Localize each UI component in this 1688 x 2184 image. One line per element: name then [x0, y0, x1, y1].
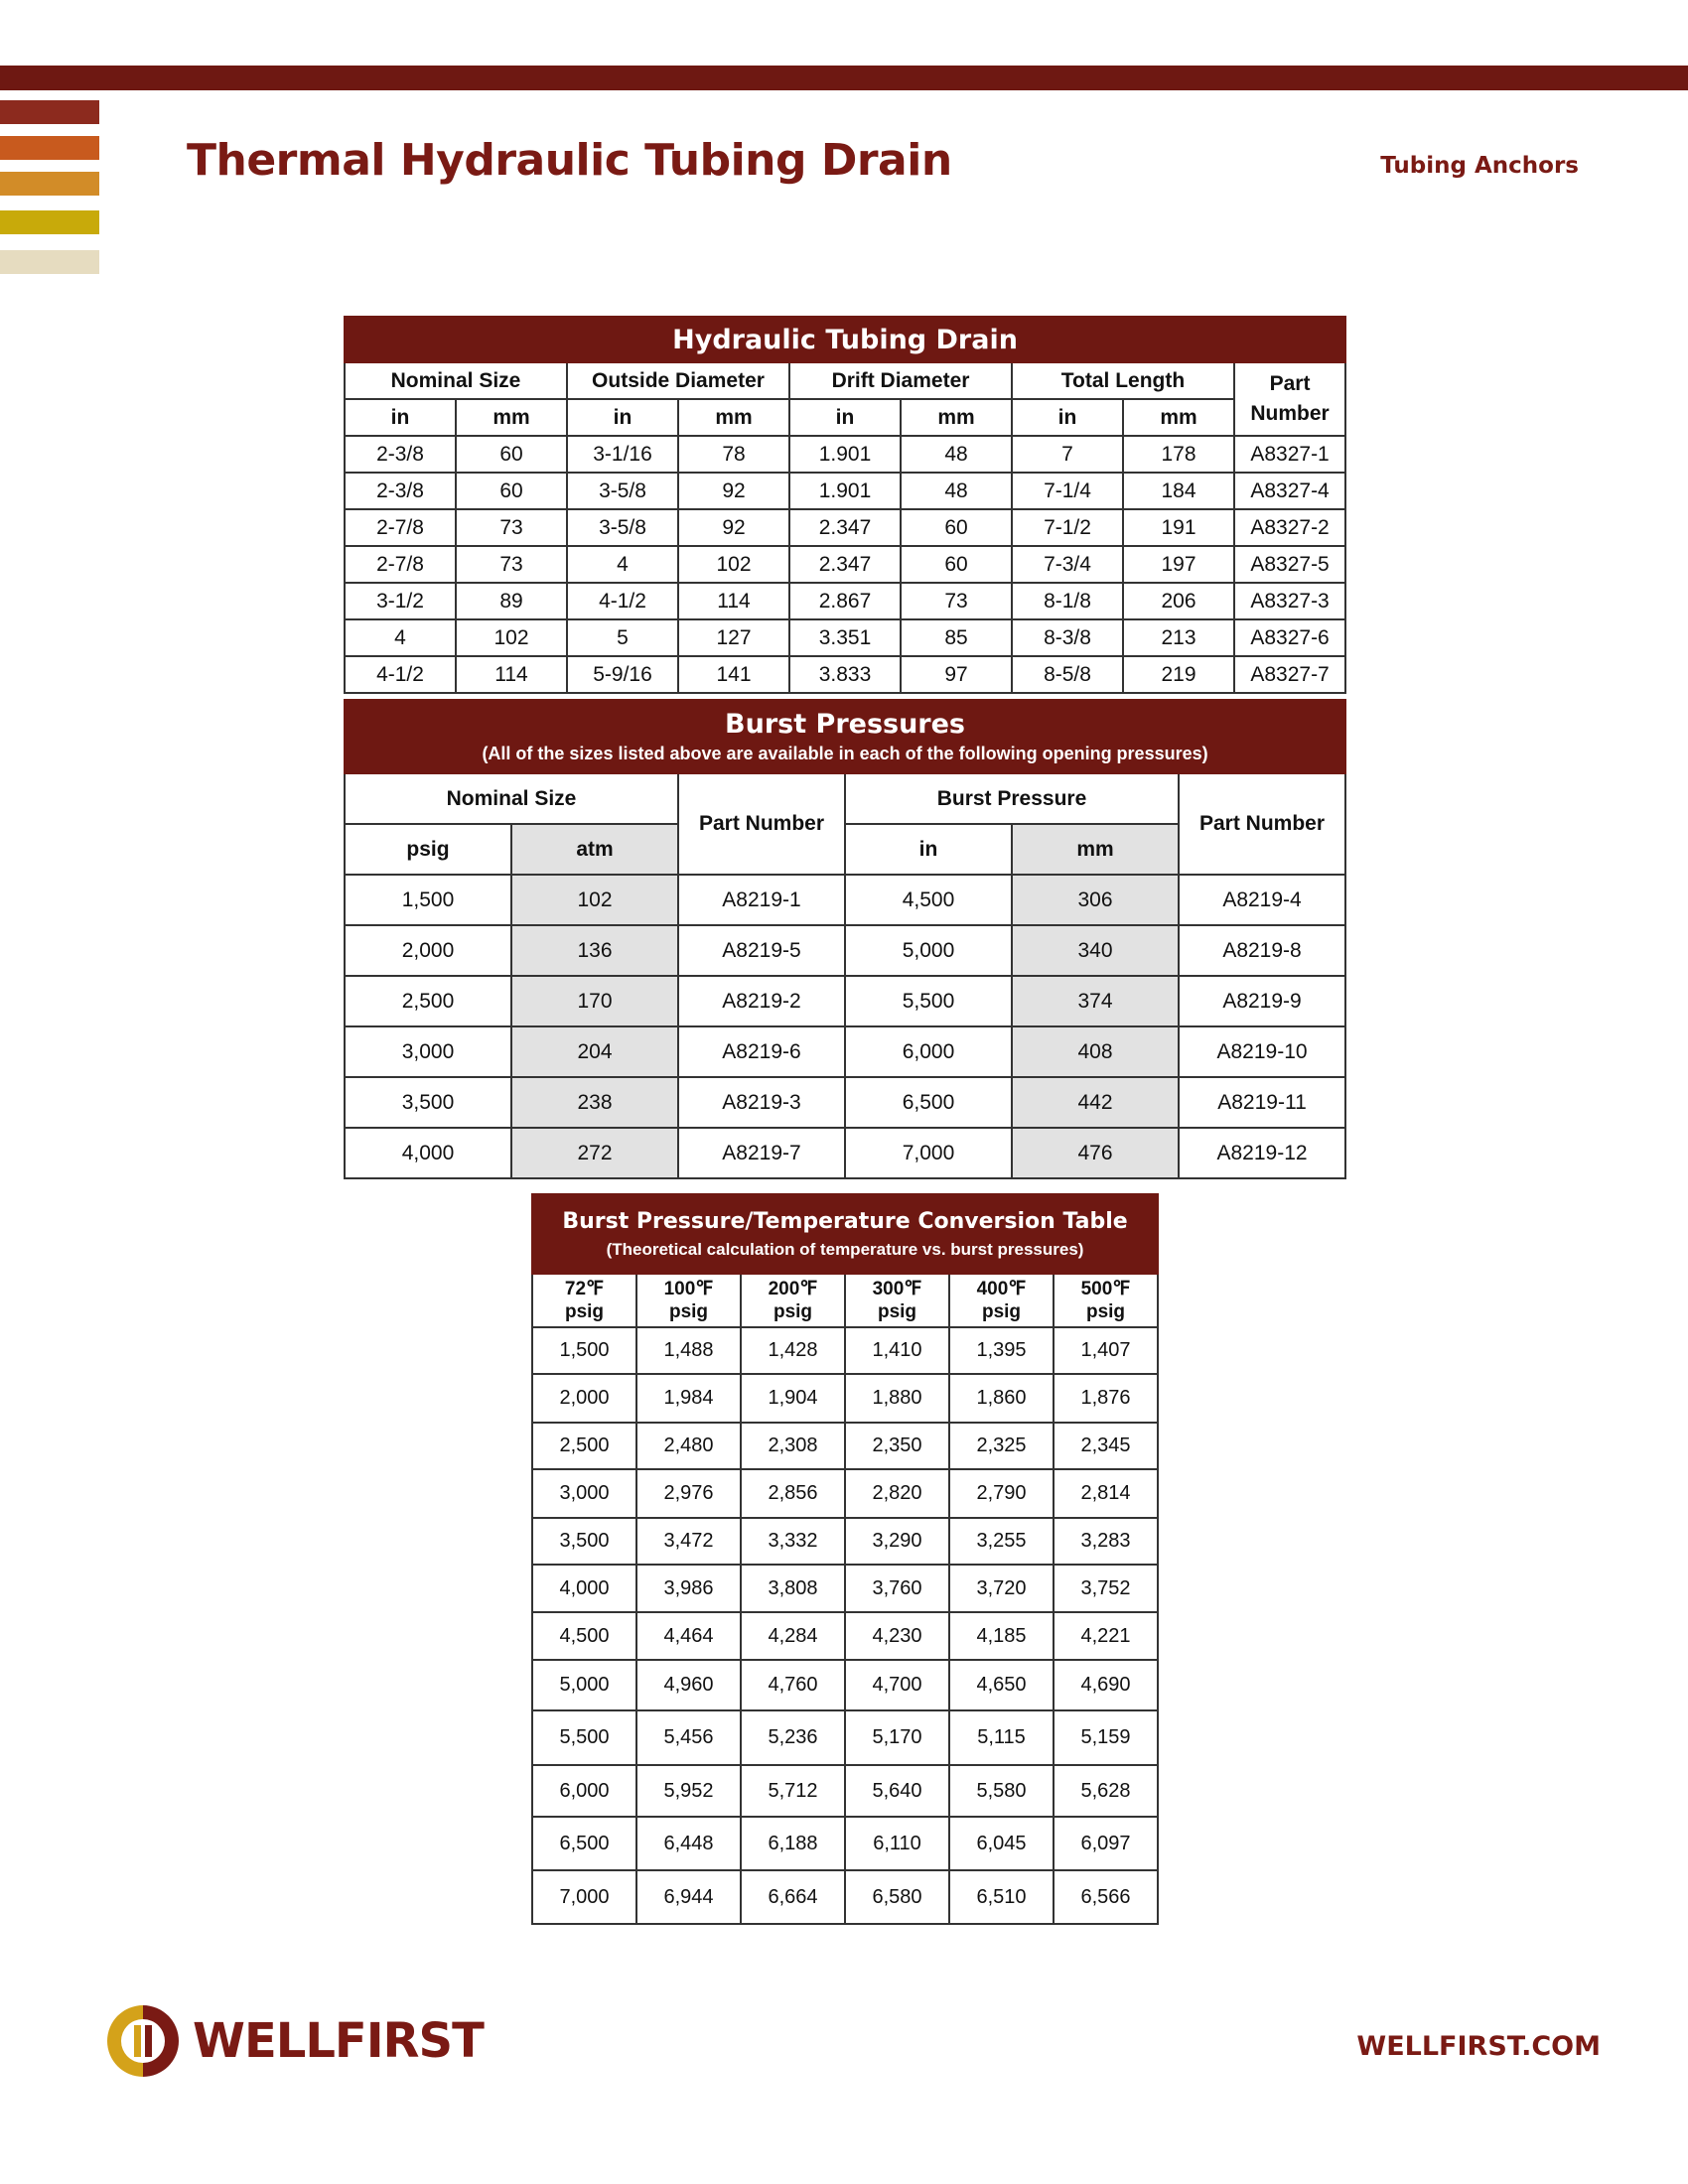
table-cell: 7,000 [532, 1870, 636, 1924]
table-cell: 5,580 [949, 1765, 1054, 1817]
table-cell: 136 [511, 925, 678, 976]
table-cell: 102 [456, 619, 567, 656]
unit-header: in [1012, 399, 1123, 436]
table-row [532, 1870, 1158, 1924]
table-cell: 1.901 [789, 473, 901, 509]
table-cell: A8219-11 [1179, 1077, 1345, 1128]
table-cell: 5,000 [845, 925, 1012, 976]
column-header-part-number: Part Number [678, 773, 845, 875]
table-cell: 6,188 [741, 1817, 845, 1870]
unit-label: psig [564, 1301, 605, 1322]
table-cell: 5,500 [845, 976, 1012, 1026]
table-cell: A8327-2 [1234, 509, 1345, 546]
table-cell: 6,097 [1054, 1817, 1158, 1870]
table-cell: A8219-4 [1179, 875, 1345, 925]
table-cell: 219 [1123, 656, 1234, 693]
table-cell: 1,904 [741, 1374, 845, 1423]
table-title: Burst Pressures [725, 709, 966, 740]
table-cell: 102 [511, 875, 678, 925]
table-cell: 5,000 [532, 1660, 636, 1710]
table-title: Burst Pressure/Temperature Conversion Table [562, 1208, 1128, 1234]
table-cell: 3,500 [345, 1077, 511, 1128]
table-row [345, 619, 1345, 656]
color-stripe [0, 172, 99, 196]
table-row [532, 1374, 1158, 1423]
table-cell: 6,000 [845, 1026, 1012, 1077]
table-cell: 114 [678, 583, 789, 619]
column-group: Nominal Size [345, 362, 567, 399]
table-subtitle: (All of the sizes listed above are available in each of the following opening pressures) [482, 744, 1208, 763]
table-row [345, 1026, 1345, 1077]
table-row [532, 1469, 1158, 1518]
table-cell: 2.347 [789, 509, 901, 546]
table-cell: 4-1/2 [567, 583, 678, 619]
table-cell: 60 [456, 473, 567, 509]
table-row [532, 1518, 1158, 1565]
unit-header: mm [1123, 399, 1234, 436]
table-cell: 3,760 [845, 1565, 949, 1612]
table-cell: 5,712 [741, 1765, 845, 1817]
table-cell: A8219-12 [1179, 1128, 1345, 1178]
table-subtitle: (Theoretical calculation of temperature vs. burst pressures) [606, 1239, 1084, 1259]
column-group: Outside Diameter [567, 362, 789, 399]
unit-header: in [345, 399, 456, 436]
table-cell: 213 [1123, 619, 1234, 656]
table-cell: 5,628 [1054, 1765, 1158, 1817]
table-cell: 7 [1012, 436, 1123, 473]
table-cell: 6,566 [1054, 1870, 1158, 1924]
table-cell: 184 [1123, 473, 1234, 509]
table-cell: 4,700 [845, 1660, 949, 1710]
table-cell: 3-5/8 [567, 473, 678, 509]
unit-header: in [567, 399, 678, 436]
table-cell: 102 [678, 546, 789, 583]
table-cell: 4,000 [345, 1128, 511, 1178]
table-cell: 3,000 [532, 1469, 636, 1518]
column-group: Burst Pressure [845, 773, 1179, 824]
table-cell: 4,185 [949, 1612, 1054, 1660]
table-cell: 2,976 [636, 1469, 741, 1518]
unit-header: mm [456, 399, 567, 436]
table-row [345, 925, 1345, 976]
table-cell: 191 [1123, 509, 1234, 546]
table-cell: 1,488 [636, 1327, 741, 1374]
table-cell: 3,290 [845, 1518, 949, 1565]
table-cell: 4,960 [636, 1660, 741, 1710]
table-cell: A8219-6 [678, 1026, 845, 1077]
table-row [532, 1612, 1158, 1660]
table-cell: 4,760 [741, 1660, 845, 1710]
table-row [345, 656, 1345, 693]
table-row [345, 473, 1345, 509]
table-cell: 2-3/8 [345, 436, 456, 473]
burst-pressures-table [344, 699, 1346, 1179]
table-cell: A8219-7 [678, 1128, 845, 1178]
temperature-column-header [1054, 1274, 1158, 1327]
table-cell: 3.833 [789, 656, 901, 693]
table-cell: 4,650 [949, 1660, 1054, 1710]
table-cell: A8327-3 [1234, 583, 1345, 619]
table-cell: A8219-3 [678, 1077, 845, 1128]
table-cell: 1,880 [845, 1374, 949, 1423]
table-cell: 1,428 [741, 1327, 845, 1374]
table-cell: 5,456 [636, 1710, 741, 1765]
table-cell: 3,500 [532, 1518, 636, 1565]
table-cell: 2,308 [741, 1423, 845, 1469]
logo-text: WELLFIRST [193, 2013, 484, 2069]
table-row [532, 1660, 1158, 1710]
table-cell: A8219-2 [678, 976, 845, 1026]
column-group: Nominal Size [345, 773, 678, 824]
table-cell: 476 [1012, 1128, 1179, 1178]
table-cell: 60 [901, 509, 1012, 546]
table-cell: 6,500 [532, 1817, 636, 1870]
table-cell: 340 [1012, 925, 1179, 976]
table-cell: 3,283 [1054, 1518, 1158, 1565]
table-cell: 73 [456, 546, 567, 583]
table-cell: 48 [901, 473, 1012, 509]
table-cell: 7-3/4 [1012, 546, 1123, 583]
table-row [532, 1327, 1158, 1374]
table-cell: A8327-6 [1234, 619, 1345, 656]
unit-header: mm [901, 399, 1012, 436]
table-cell: 85 [901, 619, 1012, 656]
table-cell: 2.347 [789, 546, 901, 583]
table-cell: 3.351 [789, 619, 901, 656]
table-cell: 8-3/8 [1012, 619, 1123, 656]
table-cell: 2-3/8 [345, 473, 456, 509]
table-cell: 170 [511, 976, 678, 1026]
table-cell: 6,500 [845, 1077, 1012, 1128]
color-stripe [0, 136, 99, 160]
table-cell: 3,752 [1054, 1565, 1158, 1612]
table-cell: 2,500 [345, 976, 511, 1026]
table-cell: 4,690 [1054, 1660, 1158, 1710]
table-cell: 4 [345, 619, 456, 656]
temperature-column-header [949, 1274, 1054, 1327]
table-cell: 2,500 [532, 1423, 636, 1469]
table-row [345, 1077, 1345, 1128]
unit-header: mm [1012, 824, 1179, 875]
temperature-column-header [532, 1274, 636, 1327]
table-cell: 272 [511, 1128, 678, 1178]
table-cell: A8219-1 [678, 875, 845, 925]
table-row [532, 1710, 1158, 1765]
table-cell: 1.901 [789, 436, 901, 473]
table-row [345, 875, 1345, 925]
table-title: Hydraulic Tubing Drain [345, 317, 1345, 362]
temperature-label: 300℉ [872, 1279, 922, 1299]
top-bar [0, 66, 1688, 90]
table-cell: 3,255 [949, 1518, 1054, 1565]
table-cell: 78 [678, 436, 789, 473]
table-cell: 8-1/8 [1012, 583, 1123, 619]
table-cell: 60 [901, 546, 1012, 583]
table-cell: 6,664 [741, 1870, 845, 1924]
table-cell: 2,350 [845, 1423, 949, 1469]
temperature-column-header [741, 1274, 845, 1327]
table-cell: 3,472 [636, 1518, 741, 1565]
unit-header: psig [345, 824, 511, 875]
table-cell: 6,510 [949, 1870, 1054, 1924]
table-cell: 4,284 [741, 1612, 845, 1660]
table-cell: 5,236 [741, 1710, 845, 1765]
table-cell: 6,110 [845, 1817, 949, 1870]
table-cell: 2,790 [949, 1469, 1054, 1518]
table-cell: 5,500 [532, 1710, 636, 1765]
table-cell: 374 [1012, 976, 1179, 1026]
table-title-block [345, 700, 1345, 773]
table-cell: 7-1/4 [1012, 473, 1123, 509]
temperature-conversion-table [531, 1193, 1159, 1925]
table-row [345, 436, 1345, 473]
unit-header: in [845, 824, 1012, 875]
column-group: Drift Diameter [789, 362, 1012, 399]
unit-header: mm [678, 399, 789, 436]
table-cell: 2,814 [1054, 1469, 1158, 1518]
table-cell: 114 [456, 656, 567, 693]
unit-label: psig [773, 1301, 813, 1322]
table-cell: 3-5/8 [567, 509, 678, 546]
table-cell: 92 [678, 473, 789, 509]
table-cell: 4,500 [532, 1612, 636, 1660]
table-cell: 60 [456, 436, 567, 473]
page-title: Thermal Hydraulic Tubing Drain [187, 135, 952, 186]
unit-label: psig [1085, 1301, 1126, 1322]
table-row [532, 1565, 1158, 1612]
table-cell: 2,480 [636, 1423, 741, 1469]
color-stripe [0, 250, 99, 274]
table-cell: 2-7/8 [345, 509, 456, 546]
table-cell: 3,000 [345, 1026, 511, 1077]
table-cell: 442 [1012, 1077, 1179, 1128]
table-cell: 2,345 [1054, 1423, 1158, 1469]
table-cell: 4 [567, 546, 678, 583]
table-cell: 141 [678, 656, 789, 693]
temperature-label: 500℉ [1080, 1279, 1131, 1299]
table-cell: 1,410 [845, 1327, 949, 1374]
table-cell: 204 [511, 1026, 678, 1077]
wellfirst-logo-icon [103, 2001, 183, 2081]
column-group: Total Length [1012, 362, 1234, 399]
table-cell: 408 [1012, 1026, 1179, 1077]
temperature-label: 100℉ [663, 1279, 714, 1299]
table-cell: 2.867 [789, 583, 901, 619]
table-cell: 5,952 [636, 1765, 741, 1817]
table-cell: A8327-1 [1234, 436, 1345, 473]
table-cell: 2,820 [845, 1469, 949, 1518]
table-cell: 8-5/8 [1012, 656, 1123, 693]
table-cell: 2,000 [345, 925, 511, 976]
table-cell: 5,170 [845, 1710, 949, 1765]
table-row [345, 509, 1345, 546]
table-row [345, 1128, 1345, 1178]
table-cell: 4,000 [532, 1565, 636, 1612]
temperature-column-header [636, 1274, 741, 1327]
table-cell: 178 [1123, 436, 1234, 473]
table-cell: 6,580 [845, 1870, 949, 1924]
temperature-label: 400℉ [976, 1279, 1027, 1299]
table-cell: A8219-10 [1179, 1026, 1345, 1077]
table-cell: 1,984 [636, 1374, 741, 1423]
table-row [345, 976, 1345, 1026]
unit-label: psig [668, 1301, 709, 1322]
unit-header: in [789, 399, 901, 436]
unit-label: psig [877, 1301, 917, 1322]
table-row [532, 1817, 1158, 1870]
table-cell: 127 [678, 619, 789, 656]
table-cell: 2,000 [532, 1374, 636, 1423]
table-cell: 3,332 [741, 1518, 845, 1565]
table-cell: 5-9/16 [567, 656, 678, 693]
unit-header: atm [511, 824, 678, 875]
table-cell: 7,000 [845, 1128, 1012, 1178]
table-cell: 5,115 [949, 1710, 1054, 1765]
table-title-block [532, 1194, 1158, 1274]
table-cell: 48 [901, 436, 1012, 473]
table-cell: A8327-5 [1234, 546, 1345, 583]
table-cell: 2,325 [949, 1423, 1054, 1469]
temperature-column-header [845, 1274, 949, 1327]
table-cell: 92 [678, 509, 789, 546]
table-cell: A8219-8 [1179, 925, 1345, 976]
table-cell: 97 [901, 656, 1012, 693]
table-cell: 3-1/2 [345, 583, 456, 619]
unit-label: psig [981, 1301, 1022, 1322]
table-cell: 1,500 [532, 1327, 636, 1374]
table-cell: 6,045 [949, 1817, 1054, 1870]
table-cell: 2,856 [741, 1469, 845, 1518]
table-cell: A8327-4 [1234, 473, 1345, 509]
table-cell: 4,230 [845, 1612, 949, 1660]
temperature-label: 200℉ [768, 1279, 818, 1299]
table-cell: 206 [1123, 583, 1234, 619]
table-cell: 3,720 [949, 1565, 1054, 1612]
table-cell: 1,500 [345, 875, 511, 925]
table-cell: 1,395 [949, 1327, 1054, 1374]
table-cell: A8327-7 [1234, 656, 1345, 693]
table-cell: 89 [456, 583, 567, 619]
table-cell: 197 [1123, 546, 1234, 583]
table-cell: 7-1/2 [1012, 509, 1123, 546]
table-cell: 4,464 [636, 1612, 741, 1660]
table-cell: 2-7/8 [345, 546, 456, 583]
table-cell: 6,944 [636, 1870, 741, 1924]
section-label: Tubing Anchors [1380, 153, 1579, 179]
table-cell: 1,876 [1054, 1374, 1158, 1423]
column-header-part-number: Part Number [1179, 773, 1345, 875]
table-cell: 6,000 [532, 1765, 636, 1817]
table-row [532, 1765, 1158, 1817]
table-cell: 306 [1012, 875, 1179, 925]
table-cell: 4,500 [845, 875, 1012, 925]
hydraulic-tubing-drain-table [344, 316, 1346, 694]
table-cell: 5,640 [845, 1765, 949, 1817]
footer-url[interactable]: WELLFIRST.COM [1356, 2031, 1601, 2062]
table-cell: 3-1/16 [567, 436, 678, 473]
table-cell: 73 [456, 509, 567, 546]
table-cell: 4-1/2 [345, 656, 456, 693]
table-row [345, 546, 1345, 583]
column-header-part-number: Part Number [1234, 362, 1345, 436]
table-row [345, 583, 1345, 619]
table-cell: 1,407 [1054, 1327, 1158, 1374]
table-cell: 6,448 [636, 1817, 741, 1870]
color-stripe [0, 210, 99, 234]
table-cell: 5 [567, 619, 678, 656]
table-cell: A8219-9 [1179, 976, 1345, 1026]
color-stripe [0, 100, 99, 124]
temperature-label: 72℉ [564, 1279, 605, 1299]
table-cell: 238 [511, 1077, 678, 1128]
table-row [532, 1423, 1158, 1469]
table-cell: 4,221 [1054, 1612, 1158, 1660]
table-cell: 5,159 [1054, 1710, 1158, 1765]
table-cell: 3,808 [741, 1565, 845, 1612]
table-cell: 73 [901, 583, 1012, 619]
table-cell: 3,986 [636, 1565, 741, 1612]
table-cell: A8219-5 [678, 925, 845, 976]
table-cell: 1,860 [949, 1374, 1054, 1423]
